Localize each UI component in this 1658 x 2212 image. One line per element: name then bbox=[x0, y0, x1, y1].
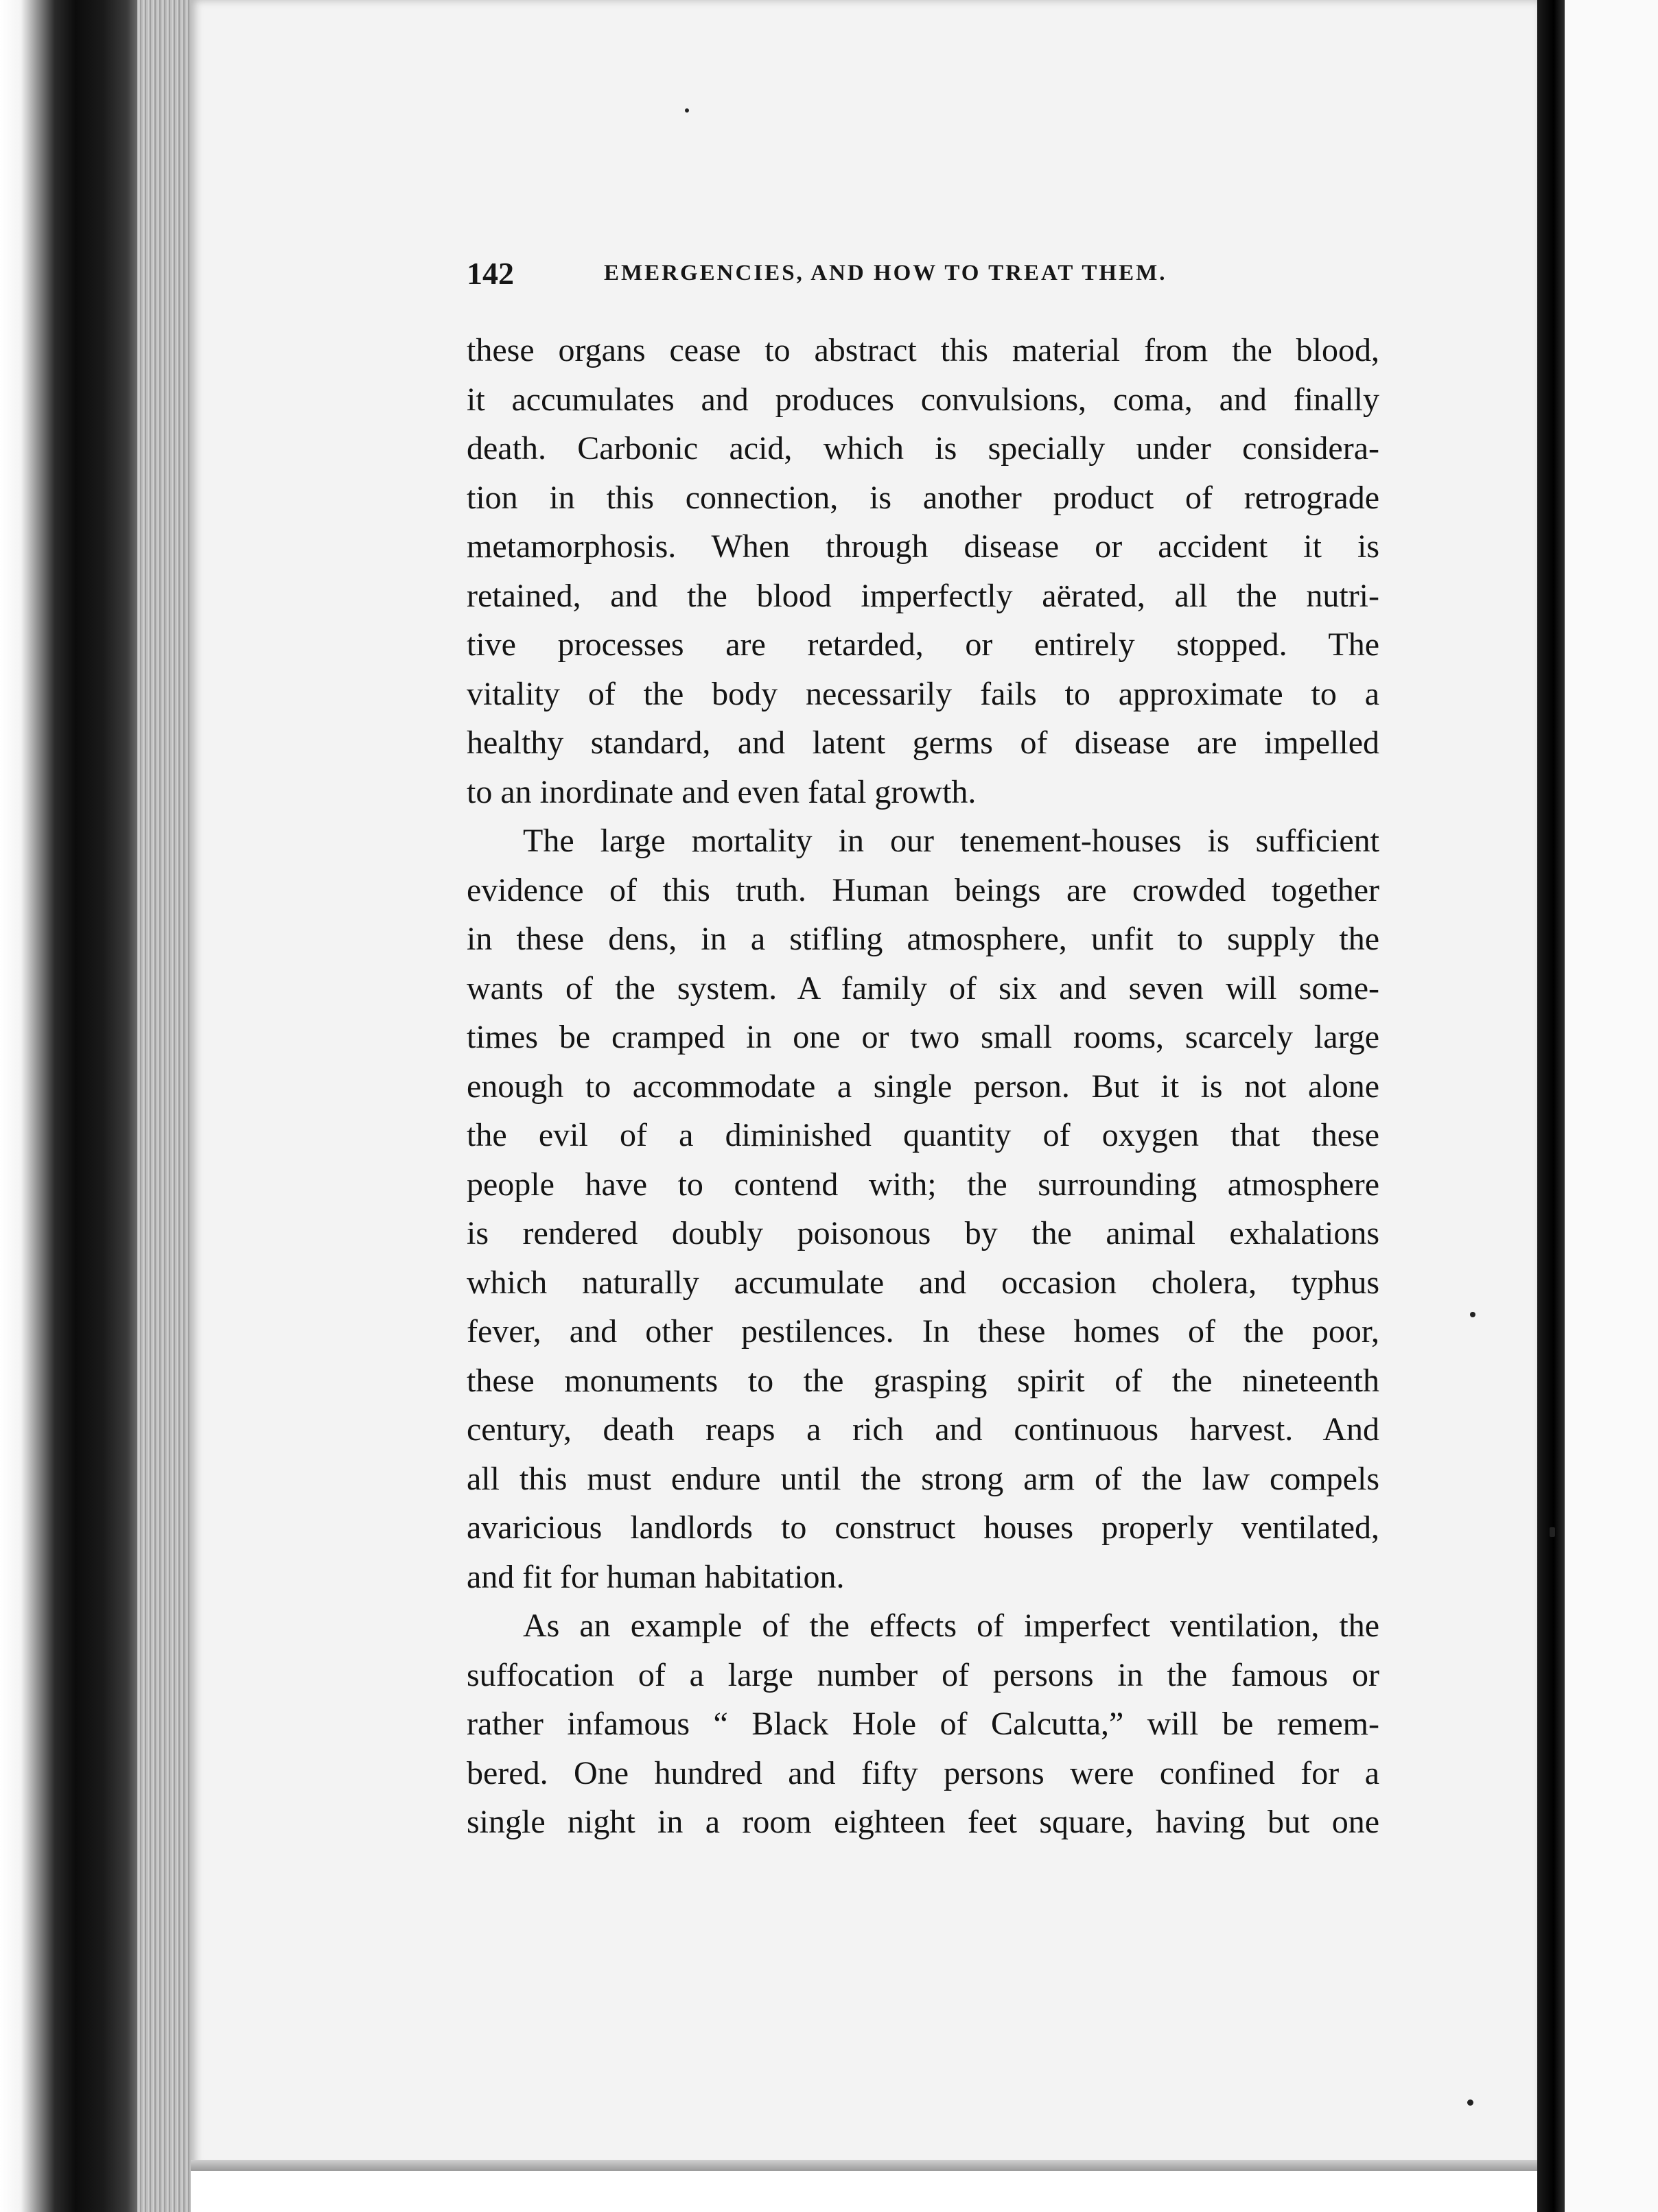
text-line: is rendered doubly poisonous by the animal exhalations bbox=[467, 1215, 1379, 1251]
scan-speck bbox=[685, 108, 689, 113]
text-line: evidence of this truth. Human beings are crowded together bbox=[467, 871, 1379, 908]
scan-speck bbox=[1550, 1527, 1555, 1537]
text-line: vitality of the body necessarily fails to approximate to a bbox=[467, 675, 1379, 712]
text-line: avaricious landlords to construct houses properly ventilated, bbox=[467, 1509, 1379, 1546]
text-line: death. Carbonic acid, which is specially under considera- bbox=[467, 430, 1379, 467]
page-edges bbox=[137, 0, 191, 2212]
text-line: the evil of a diminished quantity of oxygen that these bbox=[467, 1117, 1379, 1153]
text-line: retained, and the blood imperfectly aërated, all the nutri- bbox=[467, 577, 1379, 614]
text-line: bered. One hundred and fifty persons were confined for a bbox=[467, 1754, 1379, 1791]
running-head: EMERGENCIES, AND HOW TO TREAT THEM. bbox=[604, 261, 1167, 285]
text-line: rather infamous “ Black Hole of Calcutta,” will be remem- bbox=[467, 1706, 1379, 1742]
text-line: these organs cease to abstract this material from the blood, bbox=[467, 332, 1379, 368]
text-line: suffocation of a large number of persons in the famous or bbox=[467, 1656, 1379, 1693]
scan-speck bbox=[1470, 1312, 1475, 1317]
text-line: single night in a room eighteen feet square, having but one bbox=[467, 1804, 1379, 1840]
page-header bbox=[467, 255, 1373, 303]
text-line: enough to accommodate a single person. But it is not alone bbox=[467, 1068, 1379, 1105]
text-line: metamorphosis. When through disease or accident it is bbox=[467, 528, 1379, 565]
book-binding bbox=[0, 0, 137, 2212]
text-line: and fit for human habitation. bbox=[467, 1558, 845, 1595]
text-line: times be cramped in one or two small rooms, scarcely large bbox=[467, 1019, 1379, 1055]
text-line: all this must endure until the strong arm of the law compels bbox=[467, 1460, 1379, 1497]
text-line: tive processes are retarded, or entirely stopped. The bbox=[467, 626, 1379, 663]
text-line: people have to contend with; the surrounding atmosphere bbox=[467, 1166, 1379, 1203]
body-text bbox=[467, 326, 1379, 1847]
scan-speck bbox=[1467, 2099, 1473, 2106]
text-line: The large mortality in our tenement-houses is sufficient bbox=[523, 823, 1379, 859]
text-line: it accumulates and produces convulsions, coma, and finally bbox=[467, 381, 1379, 418]
paragraph-2 bbox=[467, 816, 1379, 1601]
text-line: in these dens, in a stifling atmosphere, unfit to supply the bbox=[467, 921, 1379, 957]
page-bottom-edge bbox=[191, 2160, 1537, 2171]
right-gutter-shadow bbox=[1537, 0, 1565, 2212]
paragraph-3 bbox=[467, 1601, 1379, 1847]
text-line: As an example of the effects of imperfect ventilation, the bbox=[523, 1608, 1379, 1644]
text-line: healthy standard, and latent germs of disease are impelled bbox=[467, 725, 1379, 761]
text-line: which naturally accumulate and occasion cholera, typhus bbox=[467, 1264, 1379, 1301]
text-line: fever, and other pestilences. In these homes of the poor, bbox=[467, 1313, 1379, 1350]
text-line: wants of the system. A family of six and seven will some- bbox=[467, 969, 1379, 1007]
page-number: 142 bbox=[467, 256, 514, 291]
text-line: to an inordinate and even fatal growth. bbox=[467, 773, 977, 810]
text-line: tion in this connection, is another product of retrograde bbox=[467, 479, 1379, 516]
facing-page bbox=[1565, 0, 1658, 2212]
paragraph-1 bbox=[467, 326, 1379, 816]
text-line: these monuments to the grasping spirit of the nineteenth bbox=[467, 1362, 1379, 1399]
text-line: century, death reaps a rich and continuous harvest. And bbox=[467, 1411, 1379, 1448]
